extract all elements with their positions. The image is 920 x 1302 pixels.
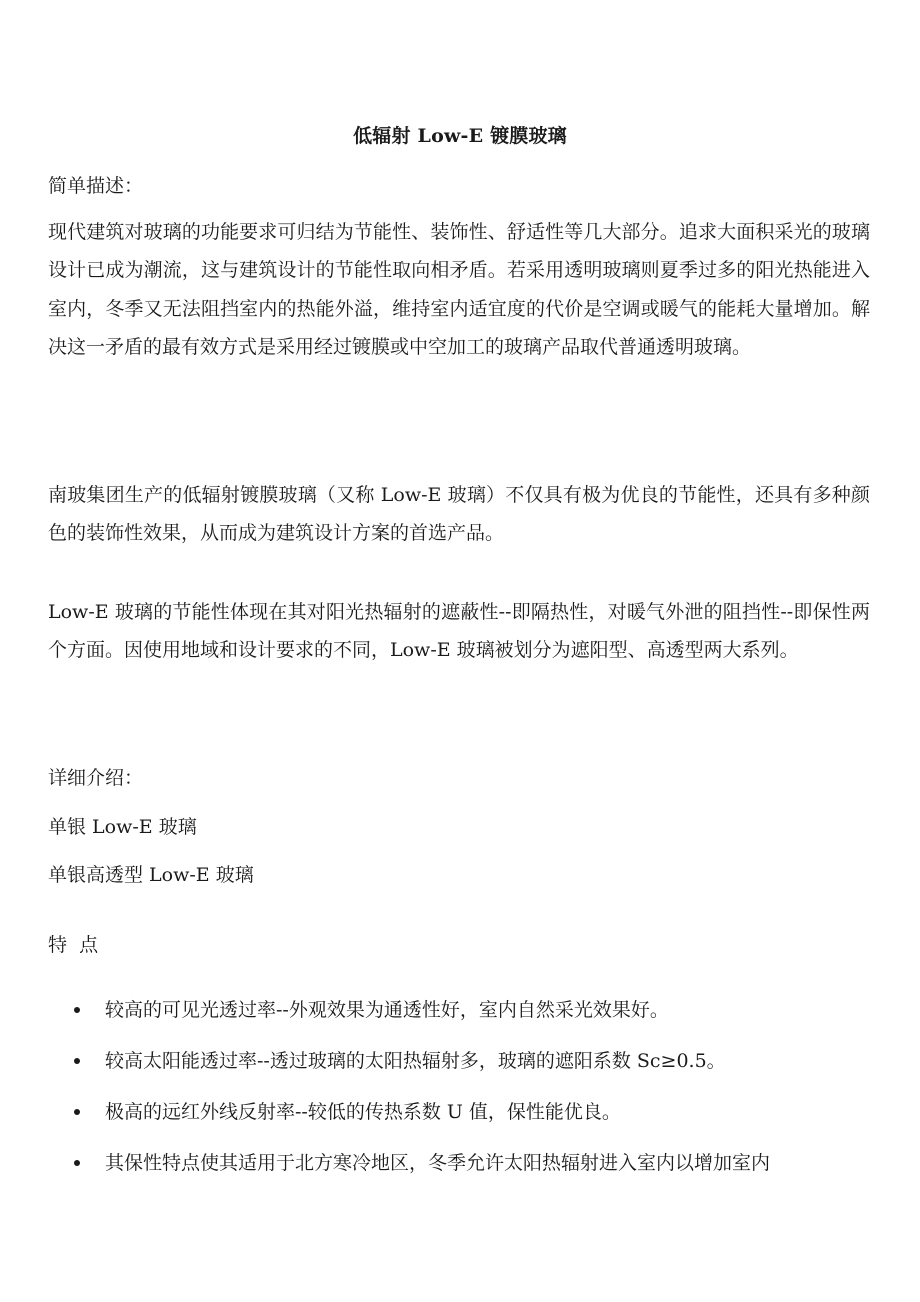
- product-item-single-silver: 单银 Low-E 玻璃: [48, 816, 197, 838]
- intro-paragraph: 现代建筑对玻璃的功能要求可归结为节能性、装饰性、舒适性等几大部分。追求大面积采光的玻璃设计已成为潮流，这与建筑设计的节能性取向相矛盾。若采用透明玻璃则夏季过多的阳光热能进入室内，冬季又无法阻挡室内的热能外溢，维持室内适宜度的代价是空调或暖气的能耗大量增加。解决这一矛盾的最有效方式是采用经过镀膜或中空加工的玻璃产品取代普通透明玻璃。: [48, 221, 870, 359]
- energy-saving-paragraph: Low-E 玻璃的节能性体现在其对阳光热辐射的遮蔽性--即隔热性，对暖气外泄的阻挡性--即保性两个方面。因使用地域和设计要求的不同，Low-E 玻璃被划分为遮阳型、高透型两大系列。: [48, 601, 870, 662]
- feature-item: [48, 995, 870, 1025]
- detailed-introduction-label: 详细介绍：: [48, 767, 144, 789]
- feature-item: [48, 1046, 870, 1076]
- product-item-single-silver-high-transmission: 单银高透型 Low-E 玻璃: [48, 864, 254, 886]
- document-title: 低辐射 Low-E 镀膜玻璃: [353, 125, 567, 147]
- feature-item: [48, 1097, 870, 1127]
- bullet-icon: [74, 1058, 80, 1064]
- features-heading: 特 点: [48, 934, 99, 956]
- feature-text: 其保性特点使其适用于北方寒冷地区，冬季允许太阳热辐射进入室内以增加室内: [105, 1152, 771, 1174]
- bullet-icon: [74, 1160, 80, 1166]
- nanbo-paragraph: 南玻集团生产的低辐射镀膜玻璃（又称 Low-E 玻璃）不仅具有极为优良的节能性，还具有多种颜色的装饰性效果，从而成为建筑设计方案的首选产品。: [48, 484, 870, 545]
- feature-text: 极高的远红外线反射率--较低的传热系数 U 值，保性能优良。: [105, 1101, 621, 1123]
- bullet-icon: [74, 1007, 80, 1013]
- feature-text: 较高太阳能透过率--透过玻璃的太阳热辐射多，玻璃的遮阳系数 Sc≥0.5。: [105, 1050, 726, 1072]
- bullet-icon: [74, 1109, 80, 1115]
- feature-text: 较高的可见光透过率--外观效果为通透性好，室内自然采光效果好。: [105, 999, 669, 1021]
- brief-description-label: 简单描述：: [48, 175, 144, 197]
- features-list: [48, 995, 870, 1199]
- feature-item: [48, 1148, 870, 1178]
